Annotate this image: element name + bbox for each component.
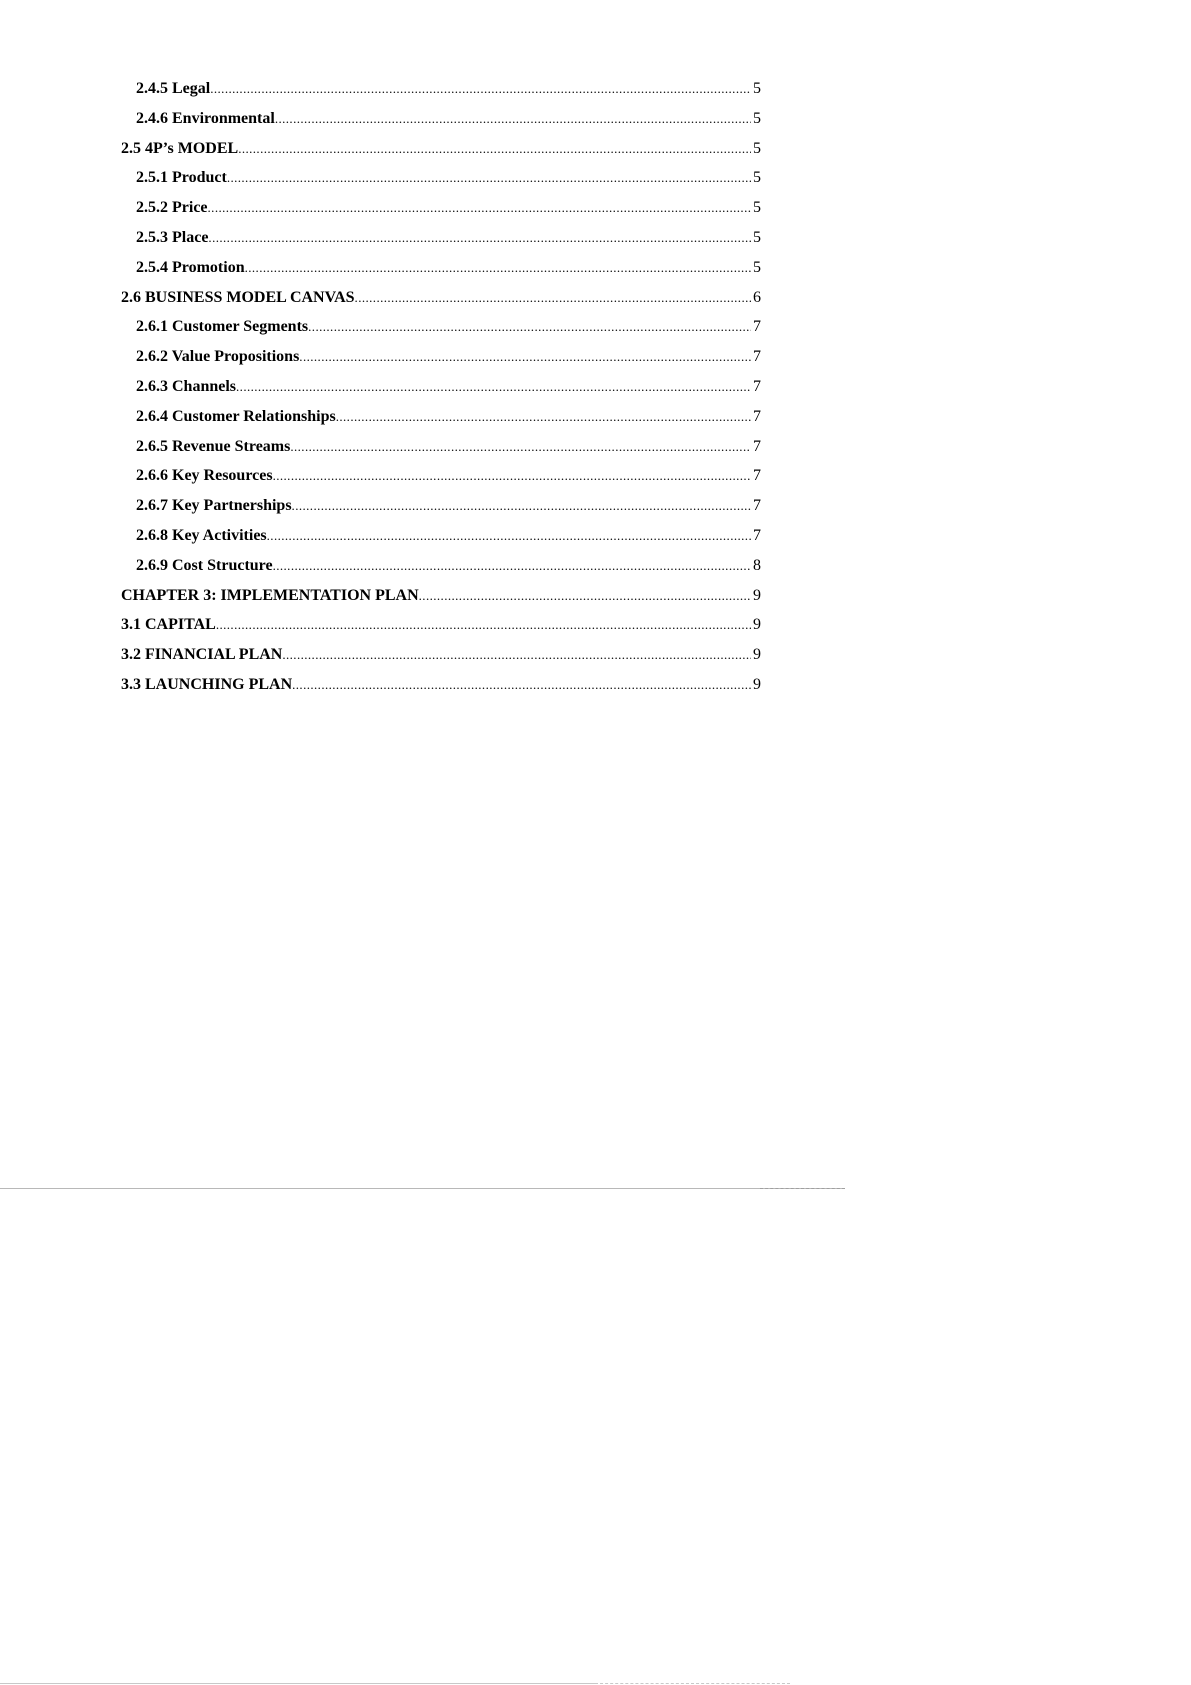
toc-page-number: 9 (753, 616, 761, 634)
toc-dot-leader (308, 317, 751, 337)
toc-entry[interactable] (121, 79, 761, 109)
toc-entry[interactable] (121, 407, 761, 437)
toc-dot-leader (292, 496, 751, 516)
toc-entry[interactable] (121, 109, 761, 139)
toc-entry-title: 2.6.2 Value Propositions (136, 348, 300, 366)
toc-page-number: 6 (753, 288, 761, 306)
toc-dot-leader (216, 615, 751, 635)
toc-page-number: 7 (753, 497, 761, 515)
toc-dot-leader (238, 139, 751, 159)
toc-entry[interactable] (121, 615, 761, 645)
toc-entry[interactable] (121, 377, 761, 407)
toc-entry-title: 3.2 FINANCIAL PLAN (121, 646, 283, 664)
toc-entry[interactable] (121, 645, 761, 675)
toc-entry-title: 2.6.7 Key Partnerships (136, 497, 292, 515)
table-of-contents (121, 79, 761, 705)
toc-entry[interactable] (121, 228, 761, 258)
toc-entry-title: 2.4.6 Environmental (136, 109, 275, 127)
toc-entry[interactable] (121, 496, 761, 526)
toc-entry[interactable] (121, 198, 761, 228)
toc-page-number: 5 (753, 199, 761, 217)
toc-entry[interactable] (121, 168, 761, 198)
toc-dot-leader (419, 586, 751, 606)
toc-page-number: 7 (753, 526, 761, 544)
toc-entry[interactable] (121, 288, 761, 318)
toc-entry-title: CHAPTER 3: IMPLEMENTATION PLAN (121, 586, 419, 604)
toc-page-number: 9 (753, 586, 761, 604)
page-break-divider (0, 1188, 845, 1189)
toc-dot-leader (273, 466, 751, 486)
toc-entry-title: 2.6.3 Channels (136, 377, 237, 395)
toc-entry-title: 2.6.6 Key Resources (136, 467, 273, 485)
toc-entry-title: 2.5.4 Promotion (136, 258, 245, 276)
toc-dot-leader (208, 228, 751, 248)
toc-page-number: 7 (753, 467, 761, 485)
toc-entry-title: 2.5.2 Price (136, 199, 208, 217)
page-bottom-rule (0, 1683, 595, 1684)
toc-page-number: 9 (753, 646, 761, 664)
toc-entry-title: 2.5.3 Place (136, 228, 209, 246)
toc-dot-leader (355, 288, 751, 308)
toc-dot-leader (245, 258, 751, 278)
toc-dot-leader (267, 526, 751, 546)
toc-page-number: 9 (753, 675, 761, 693)
toc-entry-title: 2.6 BUSINESS MODEL CANVAS (121, 288, 355, 306)
toc-page-number: 7 (753, 348, 761, 366)
toc-entry-title: 2.4.5 Legal (136, 80, 211, 97)
toc-page-number: 5 (753, 169, 761, 187)
toc-dot-leader (227, 168, 751, 188)
toc-dot-leader (299, 347, 751, 367)
toc-page-number: 5 (753, 258, 761, 276)
toc-entry-title: 2.5.1 Product (136, 169, 227, 187)
toc-page-number: 5 (753, 109, 761, 127)
toc-entry[interactable] (121, 258, 761, 288)
page-bottom-rule-dashed (595, 1683, 790, 1684)
toc-page-number: 7 (753, 318, 761, 336)
toc-entry-title: 2.6.5 Revenue Streams (136, 437, 291, 455)
toc-entry-title: 2.5 4P’s MODEL (121, 139, 239, 157)
toc-page-number: 5 (753, 228, 761, 246)
toc-entry[interactable] (121, 556, 761, 586)
toc-entry[interactable] (121, 526, 761, 556)
toc-page-number: 7 (753, 377, 761, 395)
toc-entry-title: 3.1 CAPITAL (121, 616, 216, 634)
toc-entry[interactable] (121, 347, 761, 377)
toc-page-number: 5 (753, 139, 761, 157)
toc-dot-leader (210, 79, 751, 99)
toc-dot-leader (208, 198, 751, 218)
toc-entry-title: 2.6.8 Key Activities (136, 526, 267, 544)
toc-page-number: 8 (753, 556, 761, 574)
toc-dot-leader (336, 407, 751, 427)
toc-dot-leader (275, 109, 751, 129)
toc-entry-title: 2.6.4 Customer Relationships (136, 407, 336, 425)
toc-entry-title: 3.3 LAUNCHING PLAN (121, 675, 293, 693)
toc-entry[interactable] (121, 466, 761, 496)
toc-entry-title: 2.6.1 Customer Segments (136, 318, 309, 336)
toc-dot-leader (292, 675, 751, 695)
toc-dot-leader (282, 645, 751, 665)
toc-entry-title: 2.6.9 Cost Structure (136, 556, 273, 574)
page-break-divider-tail (760, 1188, 845, 1189)
toc-page-number: 5 (753, 80, 761, 97)
toc-page-number: 7 (753, 437, 761, 455)
toc-page-number: 7 (753, 407, 761, 425)
toc-entry[interactable] (121, 586, 761, 616)
toc-entry[interactable] (121, 317, 761, 347)
toc-entry[interactable] (121, 675, 761, 705)
toc-dot-leader (236, 377, 751, 397)
toc-dot-leader (273, 556, 751, 576)
toc-entry[interactable] (121, 437, 761, 467)
toc-entry[interactable] (121, 139, 761, 169)
toc-dot-leader (290, 437, 751, 457)
